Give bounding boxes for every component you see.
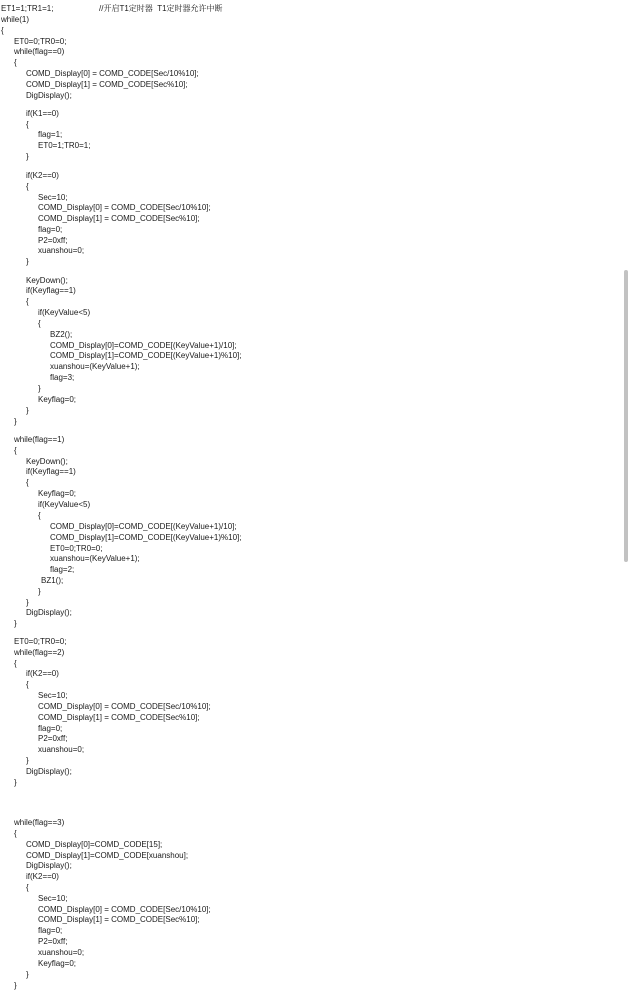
- code-text: DigDisplay();: [26, 767, 72, 776]
- code-line: [26, 860, 72, 871]
- code-line: [38, 914, 200, 925]
- code-line: [1, 3, 223, 14]
- code-line: [38, 936, 67, 947]
- code-line: [26, 151, 29, 162]
- code-text: {: [26, 182, 29, 191]
- code-line: [50, 521, 237, 532]
- code-line: [14, 46, 64, 57]
- code-line: [14, 636, 66, 647]
- code-line: [26, 839, 162, 850]
- code-line: [26, 882, 29, 893]
- code-text: xuanshou=(KeyValue+1);: [50, 362, 140, 371]
- code-line: [38, 129, 62, 140]
- code-text: if(K2==0): [26, 171, 59, 180]
- code-text: COMD_Display[0] = COMD_CODE[Sec/10%10];: [26, 69, 199, 78]
- code-text: COMD_Display[1] = COMD_CODE[Sec%10];: [38, 214, 200, 223]
- code-text: COMD_Display[1] = COMD_CODE[Sec%10];: [26, 80, 188, 89]
- code-text: P2=0xff;: [38, 734, 68, 743]
- code-line: [38, 893, 68, 904]
- code-line: [50, 564, 74, 575]
- code-text: ET0=0;TR0=0;: [14, 37, 67, 46]
- code-line: [38, 744, 84, 755]
- code-text: COMD_Display[1]=COMD_CODE[(KeyValue+1)%10];: [50, 533, 242, 542]
- code-line: [38, 213, 200, 224]
- code-text: COMD_Display[0]=COMD_CODE[15];: [26, 840, 163, 849]
- code-line: [50, 361, 140, 372]
- code-text: xuanshou=(KeyValue+1);: [50, 554, 140, 563]
- code-line: [26, 296, 29, 307]
- code-line: [26, 766, 72, 777]
- code-line: [38, 224, 62, 235]
- code-line: [26, 668, 59, 679]
- code-line: [26, 285, 76, 296]
- code-line: [38, 245, 84, 256]
- code-line: [26, 405, 29, 416]
- code-line: [41, 575, 63, 586]
- code-text: COMD_Display[0] = COMD_CODE[Sec/10%10];: [38, 702, 211, 711]
- code-text: }: [14, 778, 17, 787]
- code-line: [26, 170, 59, 181]
- code-text: }: [26, 756, 29, 765]
- code-text: DigDisplay();: [26, 608, 72, 617]
- code-line: [26, 679, 29, 690]
- code-text: {: [14, 58, 17, 67]
- code-text: xuanshou=0;: [38, 745, 85, 754]
- code-line: [26, 68, 199, 79]
- code-text: if(KeyValue<5): [38, 308, 91, 317]
- code-line: [38, 499, 90, 510]
- code-text: BZ2();: [50, 330, 73, 339]
- code-text: KeyDown();: [26, 276, 68, 285]
- code-line: [50, 532, 241, 543]
- code-text: Sec=10;: [38, 894, 68, 903]
- code-line: [38, 947, 84, 958]
- code-text: Sec=10;: [38, 193, 68, 202]
- code-line: [14, 647, 64, 658]
- code-text: if(Keyflag==1): [26, 467, 76, 476]
- code-line: [38, 394, 76, 405]
- code-line: [38, 307, 90, 318]
- code-text: COMD_Display[1]=COMD_CODE[xuanshou];: [26, 851, 189, 860]
- code-text: COMD_Display[1]=COMD_CODE[(KeyValue+1)%10];: [50, 351, 242, 360]
- code-line: [50, 553, 140, 564]
- code-line: [38, 712, 200, 723]
- code-text: flag=0;: [38, 926, 63, 935]
- code-line: [26, 181, 29, 192]
- code-line: [14, 445, 17, 456]
- code-text: while(flag==3): [14, 818, 65, 827]
- code-text: COMD_Display[1] = COMD_CODE[Sec%10];: [38, 915, 200, 924]
- code-line: [50, 372, 74, 383]
- code-text: }: [26, 970, 29, 979]
- code-text: COMD_Display[1] = COMD_CODE[Sec%10];: [38, 713, 200, 722]
- code-text: {: [1, 26, 4, 35]
- code-text: {: [26, 120, 29, 129]
- code-text: {: [14, 659, 17, 668]
- vertical-scrollbar-thumb[interactable]: [624, 270, 628, 562]
- code-text: if(K2==0): [26, 669, 59, 678]
- code-text: DigDisplay();: [26, 91, 72, 100]
- code-text: if(K1==0): [26, 109, 59, 118]
- code-text: COMD_Display[0]=COMD_CODE[(KeyValue+1)/10];: [50, 522, 237, 531]
- code-line: [38, 383, 41, 394]
- code-text: while(flag==0): [14, 47, 65, 56]
- code-text: if(K2==0): [26, 872, 59, 881]
- code-line: [50, 329, 72, 340]
- code-text: ET0=1;TR0=1;: [38, 141, 91, 150]
- code-text: {: [26, 478, 29, 487]
- code-line: [26, 108, 59, 119]
- code-text: xuanshou=0;: [38, 246, 85, 255]
- code-comment: //开启T1定时器 T1定时器允许中断: [99, 4, 223, 13]
- code-text: flag=1;: [38, 130, 63, 139]
- code-line: [50, 350, 241, 361]
- code-line: [26, 79, 188, 90]
- code-line: [1, 25, 4, 36]
- code-text: }: [14, 981, 17, 990]
- code-line: [38, 318, 41, 329]
- code-line: [14, 828, 17, 839]
- code-line: [14, 434, 64, 445]
- code-text: Sec=10;: [38, 691, 68, 700]
- code-line: [38, 488, 76, 499]
- code-text: flag=0;: [38, 724, 63, 733]
- code-line: [38, 510, 41, 521]
- code-text: flag=0;: [38, 225, 63, 234]
- code-text: {: [38, 511, 41, 520]
- code-line: [38, 690, 68, 701]
- code-text: }: [38, 384, 41, 393]
- code-text: }: [38, 587, 41, 596]
- code-text: COMD_Display[0]=COMD_CODE[(KeyValue+1)/10];: [50, 341, 237, 350]
- code-text: P2=0xff;: [38, 236, 68, 245]
- code-line: [38, 586, 41, 597]
- code-text: xuanshou=0;: [38, 948, 85, 957]
- code-line: [38, 202, 211, 213]
- code-text: while(flag==1): [14, 435, 65, 444]
- code-text: {: [26, 297, 29, 306]
- code-line: [38, 925, 62, 936]
- code-line: [14, 817, 64, 828]
- code-line: [14, 57, 17, 68]
- code-text: ET0=0;TR0=0;: [50, 544, 103, 553]
- code-line: [26, 755, 29, 766]
- code-line: [38, 733, 67, 744]
- code-line: [26, 871, 59, 882]
- code-text: if(Keyflag==1): [26, 286, 76, 295]
- code-text: flag=3;: [50, 373, 75, 382]
- code-line: [38, 140, 90, 151]
- code-line: [14, 658, 17, 669]
- code-line: [26, 256, 29, 267]
- code-line: [38, 958, 76, 969]
- code-line: [26, 466, 76, 477]
- code-text: {: [14, 829, 17, 838]
- code-line: [14, 416, 17, 427]
- code-text: }: [26, 598, 29, 607]
- code-text: }: [14, 417, 17, 426]
- code-text: KeyDown();: [26, 457, 68, 466]
- code-text: {: [26, 883, 29, 892]
- code-text: COMD_Display[0] = COMD_CODE[Sec/10%10];: [38, 905, 211, 914]
- code-text: }: [26, 406, 29, 415]
- code-text: while(flag==2): [14, 648, 65, 657]
- code-text: Keyflag=0;: [38, 489, 77, 498]
- code-line: [26, 607, 72, 618]
- code-line: [26, 969, 29, 980]
- code-text: DigDisplay();: [26, 861, 72, 870]
- code-text: Keyflag=0;: [38, 959, 77, 968]
- code-text: COMD_Display[0] = COMD_CODE[Sec/10%10];: [38, 203, 211, 212]
- code-text: if(KeyValue<5): [38, 500, 91, 509]
- code-line: [14, 618, 17, 629]
- code-text: ET0=0;TR0=0;: [14, 637, 67, 646]
- code-text: }: [26, 152, 29, 161]
- code-text: ET1=1;TR1=1;: [1, 4, 54, 13]
- code-text: while(1): [1, 15, 30, 24]
- code-text: {: [26, 680, 29, 689]
- code-text: {: [38, 319, 41, 328]
- code-line: [26, 90, 72, 101]
- code-text: P2=0xff;: [38, 937, 68, 946]
- code-line: [38, 701, 211, 712]
- code-line: [14, 777, 17, 788]
- code-text: flag=2;: [50, 565, 75, 574]
- code-text: BZ1();: [41, 576, 64, 585]
- code-text: }: [14, 619, 17, 628]
- code-line: [26, 119, 29, 130]
- code-line: [1, 14, 29, 25]
- code-text: Keyflag=0;: [38, 395, 77, 404]
- code-text: {: [14, 446, 17, 455]
- code-line: [26, 477, 29, 488]
- code-line: [14, 980, 17, 991]
- code-text: }: [26, 257, 29, 266]
